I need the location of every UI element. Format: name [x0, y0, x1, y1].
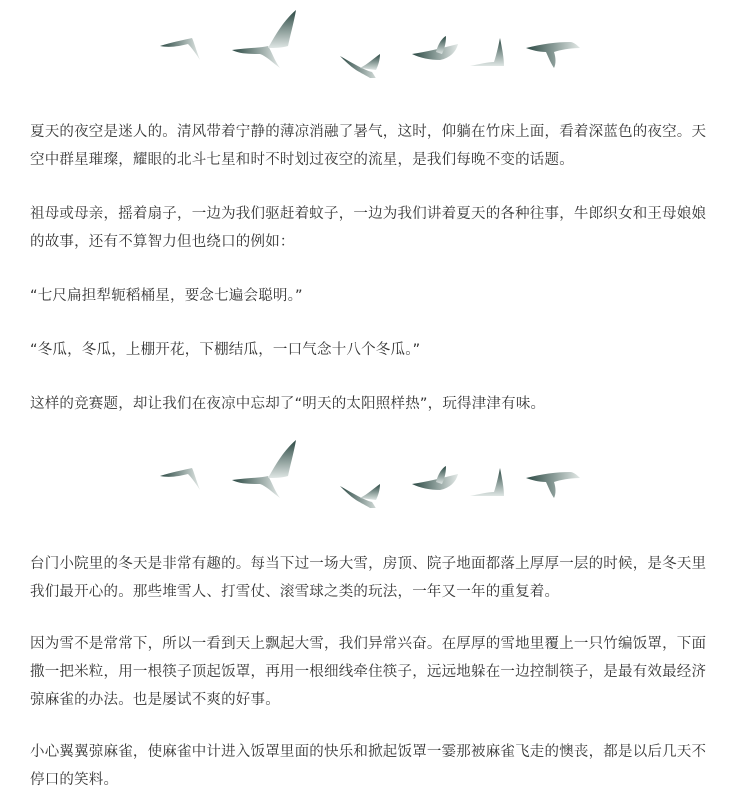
bird-icon [232, 46, 280, 68]
paragraph: 祖母或母亲，摇着扇子，一边为我们驱赶着蚊子，一边为我们讲着夏天的各种往事，牛郎织女和王母娘娘的故事，还有不算智力但也绕口的例如： [30, 206, 707, 250]
paragraph: “七尺扁担犁轭稻桶星，要念七遍会聪明。” [30, 288, 303, 304]
paragraph: 这样的竞赛题，却让我们在夜凉中忘却了“明天的太阳照样热”，玩得津津有味。 [30, 396, 546, 412]
bird-icon [160, 468, 200, 490]
bird-icon [340, 54, 380, 78]
bird-icon [268, 10, 296, 48]
paragraph: 小心翼翼弶麻雀，使麻雀中计进入饭罩里面的快乐和掀起饭罩一霎那被麻雀飞走的懊丧，都是以后几天不停口的笑料。 [30, 744, 707, 788]
bird-icon [160, 38, 200, 60]
bird-icon [470, 468, 504, 496]
bird-icon [470, 38, 504, 66]
bird-icon [412, 466, 458, 490]
paragraph: 因为雪不是常常下，所以一看到天上飘起大雪，我们异常兴奋。在厚厚的雪地里覆上一只竹编饭罩，下面撒一把米粒，用一根筷子顶起饭罩，再用一根细线牵住筷子，远远地躲在一边控制筷子，是最有效最经济弶麻雀的办法。也是屡试不爽的好事。 [30, 636, 707, 708]
paragraph: “冬瓜，冬瓜，上棚开花，下棚结瓜，一口气念十八个冬瓜。” [30, 342, 421, 358]
paragraph: 夏天的夜空是迷人的。清风带着宁静的薄凉消融了暑气，这时，仰躺在竹床上面，看着深蓝色的夜空。天空中群星璀璨，耀眼的北斗七星和时不时划过夜空的流星，是我们每晚不变的话题。 [30, 124, 707, 168]
bird-icon [526, 472, 580, 498]
bird-divider-middle [150, 438, 590, 508]
bird-divider-top [150, 8, 590, 78]
bird-icon [268, 440, 296, 478]
bird-icon [526, 42, 580, 68]
paragraph: 台门小院里的冬天是非常有趣的。每当下过一场大雪，房顶、院子地面都落上厚厚一层的时候，是冬天里我们最开心的。那些堆雪人、打雪仗、滚雪球之类的玩法，一年又一年的重复着。 [30, 556, 707, 600]
bird-icon [412, 36, 458, 60]
bird-icon [340, 484, 380, 508]
bird-icon [232, 476, 280, 498]
